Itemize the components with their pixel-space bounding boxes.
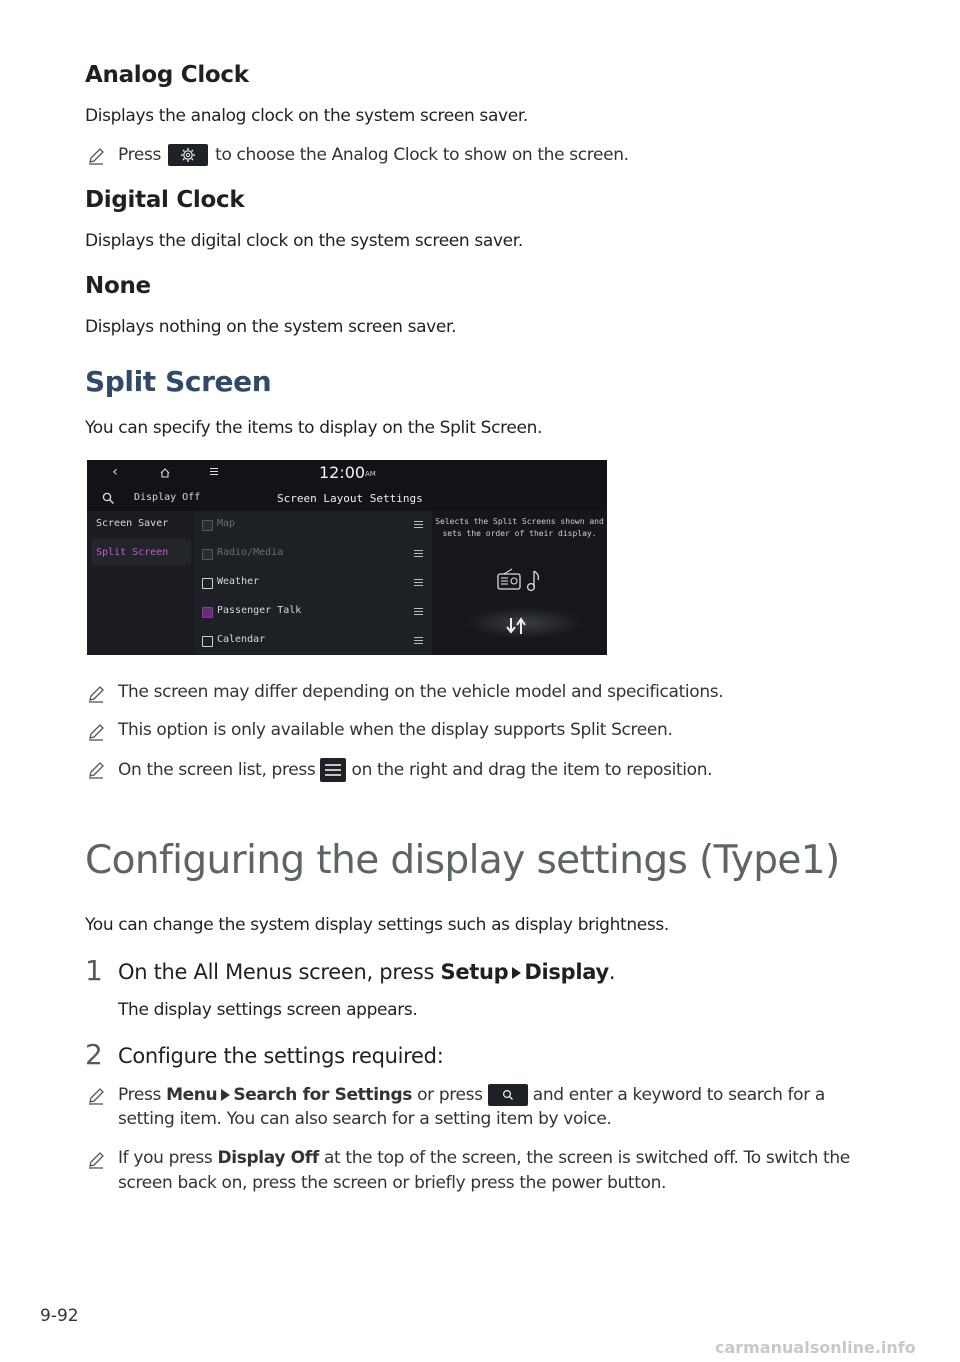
clock-ampm: AM xyxy=(365,470,376,478)
config-note-2: If you press Display Off at the top of the screen, the screen is switched off. To switch the xyxy=(118,1148,850,1168)
split-note-1: The screen may differ depending on the vehicle model and specifications. xyxy=(118,682,724,702)
step-1-number: 1 xyxy=(85,954,103,987)
arrow-right-icon xyxy=(221,1089,230,1101)
config-note-2-line2: screen back on, press the screen or briefly press the power button. xyxy=(118,1173,667,1193)
info-line: sets the order of their display. xyxy=(442,529,597,538)
note-pencil-icon xyxy=(86,684,106,704)
checkbox xyxy=(202,607,213,618)
split-note-3: On the screen list, press on the right and drag the item to reposition. xyxy=(118,760,713,780)
digital-clock-description: Displays the digital clock on the system screen saver. xyxy=(85,231,523,251)
sidebar-item-screen-saver: Screen Saver xyxy=(96,518,169,529)
none-heading: None xyxy=(85,273,151,299)
list-item-label: Calendar xyxy=(217,634,266,645)
note-pencil-icon xyxy=(86,1150,106,1170)
drag-handle-icon xyxy=(414,550,423,558)
home-icon xyxy=(159,467,171,479)
config-note-1: Press Menu Search for Settings or press and enter a keyword to search for a xyxy=(118,1085,825,1105)
note-pencil-icon xyxy=(86,722,106,742)
checkbox xyxy=(202,636,213,647)
reorder-arrows-icon xyxy=(502,614,532,638)
settings-gear-icon xyxy=(168,144,208,166)
config-note-1-line2: setting item. You can also search for a setting item by voice. xyxy=(118,1109,612,1129)
note-pencil-icon xyxy=(86,760,106,780)
title-bar xyxy=(87,487,607,511)
radio-media-icon xyxy=(496,567,546,595)
list-item-label: Radio/Media xyxy=(217,547,284,558)
list-item xyxy=(194,540,432,569)
config-description: You can change the system display settings such as display brightness. xyxy=(85,915,669,935)
list-item-label: Passenger Talk xyxy=(217,605,302,616)
config-heading: Configuring the display settings (Type1) xyxy=(85,838,840,883)
list-item xyxy=(194,569,432,598)
digital-clock-heading: Digital Clock xyxy=(85,187,245,213)
step-2-number: 2 xyxy=(85,1038,103,1071)
info-text xyxy=(432,516,607,540)
page-number: 9-92 xyxy=(40,1306,79,1326)
list-item xyxy=(194,511,432,540)
search-icon xyxy=(102,492,115,505)
drag-handle-icon xyxy=(414,579,423,587)
note-pencil-icon xyxy=(86,146,106,166)
list-item-label: Weather xyxy=(217,576,260,587)
split-screen-description: You can specify the items to display on the Split Screen. xyxy=(85,418,543,438)
split-screen-item-list xyxy=(194,511,432,655)
screen-title: Screen Layout Settings xyxy=(277,492,423,505)
note-pencil-icon xyxy=(86,1086,106,1106)
step-1-text: On the All Menus screen, press Setup Display. xyxy=(118,960,616,984)
split-screen-heading: Split Screen xyxy=(85,365,272,398)
info-line: Selects the Split Screens shown and xyxy=(435,517,604,526)
step-1-result: The display settings screen appears. xyxy=(118,1000,418,1020)
list-item-label: Map xyxy=(217,518,236,529)
display-off-button: Display Off xyxy=(134,492,201,503)
checkbox xyxy=(202,549,213,560)
analog-clock-description: Displays the analog clock on the system screen saver. xyxy=(85,106,528,126)
watermark: carmanualsonline.info xyxy=(715,1338,916,1357)
drag-handle-icon xyxy=(414,637,423,645)
status-bar xyxy=(87,460,607,487)
arrow-right-icon xyxy=(512,967,521,979)
analog-clock-heading: Analog Clock xyxy=(85,62,249,88)
menu-icon xyxy=(210,468,218,475)
split-note-2: This option is only available when the display supports Split Screen. xyxy=(118,720,673,740)
clock-time: 12:00 xyxy=(319,463,366,482)
drag-handle-icon xyxy=(414,608,423,616)
info-pane xyxy=(432,511,607,655)
sidebar-item-split-screen: Split Screen xyxy=(96,547,169,558)
list-item xyxy=(194,598,432,627)
analog-clock-note: Press to choose the Analog Clock to show on the screen. xyxy=(118,145,629,165)
settings-sidebar xyxy=(87,511,194,655)
list-item xyxy=(194,627,432,655)
drag-handle-icon xyxy=(414,521,423,529)
checkbox xyxy=(202,520,213,531)
split-screen-screenshot xyxy=(87,460,607,655)
back-icon: ‹ xyxy=(111,464,120,480)
search-icon xyxy=(488,1084,528,1106)
list-handle-icon xyxy=(320,758,346,782)
none-description: Displays nothing on the system screen saver. xyxy=(85,317,457,337)
checkbox xyxy=(202,578,213,589)
step-2-text: Configure the settings required: xyxy=(118,1044,444,1068)
